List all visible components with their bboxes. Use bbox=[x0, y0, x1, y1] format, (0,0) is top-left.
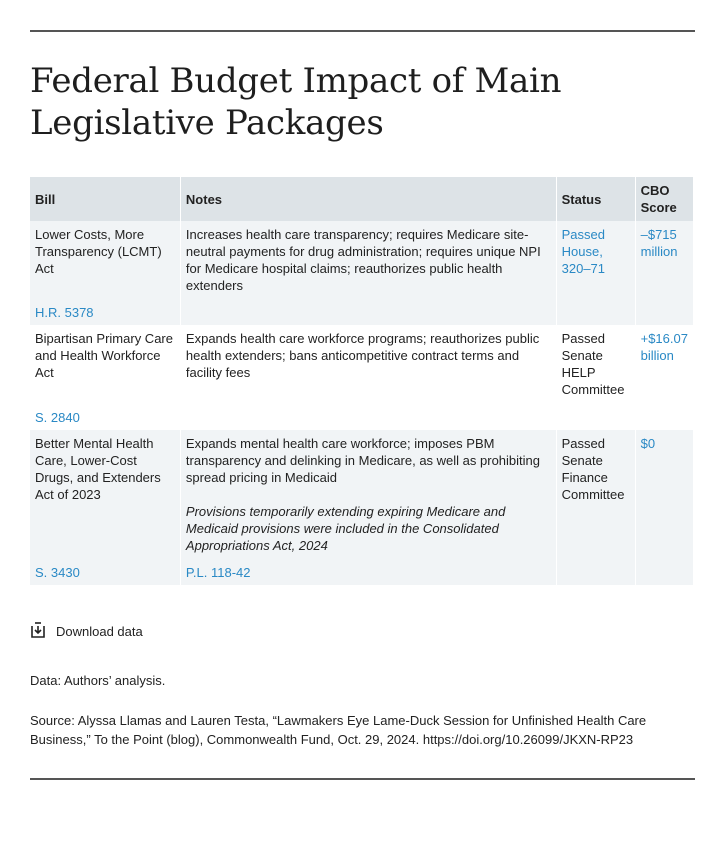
source-citation: Source: Alyssa Llamas and Lauren Testa, “Lawmakers Eye Lame-Duck Session for Unfinished Health Care Business,” To the Point (blog), Commonwealth Fund, Oct. 29, 2024. https://doi.org/10.26099/JKXN-RP23 bbox=[30, 713, 647, 747]
header-cbo-score: CBO Score bbox=[635, 177, 693, 221]
legislation-table bbox=[30, 177, 693, 585]
bill-cell bbox=[30, 325, 180, 430]
notes-cell bbox=[180, 430, 556, 585]
notes-cell: Increases health care transparency; requires Medicare site-neutral payments for drug administration; requires unique NPI for Medicare hospital claims; reauthorizes public health extenders bbox=[180, 221, 556, 325]
bill-name: Better Mental Health Care, Lower-Cost Drugs, and Extenders Act of 2023 bbox=[35, 436, 161, 502]
cbo-score-cell[interactable]: $0 bbox=[635, 430, 693, 585]
bill-name: Lower Costs, More Transparency (LCMT) Act bbox=[35, 227, 162, 276]
cbo-score-cell[interactable]: +$16.07 billion bbox=[635, 325, 693, 430]
notes-text: Expands mental health care workforce; imposes PBM transparency and delinking in Medicare, as well as prohibiting spread pricing in Medicaid bbox=[185, 436, 541, 485]
cbo-score-cell[interactable]: –$715 million bbox=[635, 221, 693, 325]
bill-cell bbox=[30, 430, 180, 585]
status-cell: Passed Senate HELP Committee bbox=[556, 325, 635, 430]
bill-link[interactable]: S. 3430 bbox=[35, 565, 80, 580]
download-data-button[interactable] bbox=[30, 622, 143, 641]
header-notes: Notes bbox=[180, 177, 556, 221]
table-row bbox=[30, 221, 693, 325]
bill-link[interactable]: H.R. 5378 bbox=[35, 305, 94, 320]
notes-link[interactable]: P.L. 118-42 bbox=[185, 565, 251, 580]
status-cell[interactable]: Passed House, 320–71 bbox=[556, 221, 635, 325]
header-status: Status bbox=[556, 177, 635, 221]
download-label: Download data bbox=[56, 624, 143, 639]
table-row bbox=[30, 430, 693, 585]
notes-cell: Expands health care workforce programs; reauthorizes public health extenders; bans anticompetitive contract terms and facility fees bbox=[180, 325, 556, 430]
download-icon bbox=[30, 622, 56, 641]
notes-italic-text: Provisions temporarily extending expiring Medicare and Medicaid provisions were included in the Consolidated Appropriations Act, 2024 bbox=[185, 504, 506, 553]
header-bill: Bill bbox=[30, 177, 180, 221]
status-cell: Passed Senate Finance Committee bbox=[556, 430, 635, 585]
bottom-divider bbox=[30, 778, 695, 780]
table-header-row bbox=[30, 177, 693, 221]
bill-name: Bipartisan Primary Care and Health Workforce Act bbox=[35, 331, 173, 380]
top-divider bbox=[30, 30, 695, 32]
bill-link[interactable]: S. 2840 bbox=[35, 410, 80, 425]
data-note: Data: Authors’ analysis. bbox=[30, 673, 166, 688]
table-row bbox=[30, 325, 693, 430]
page-title: Federal Budget Impact of Main Legislative Packages bbox=[30, 61, 562, 143]
bill-cell bbox=[30, 221, 180, 325]
